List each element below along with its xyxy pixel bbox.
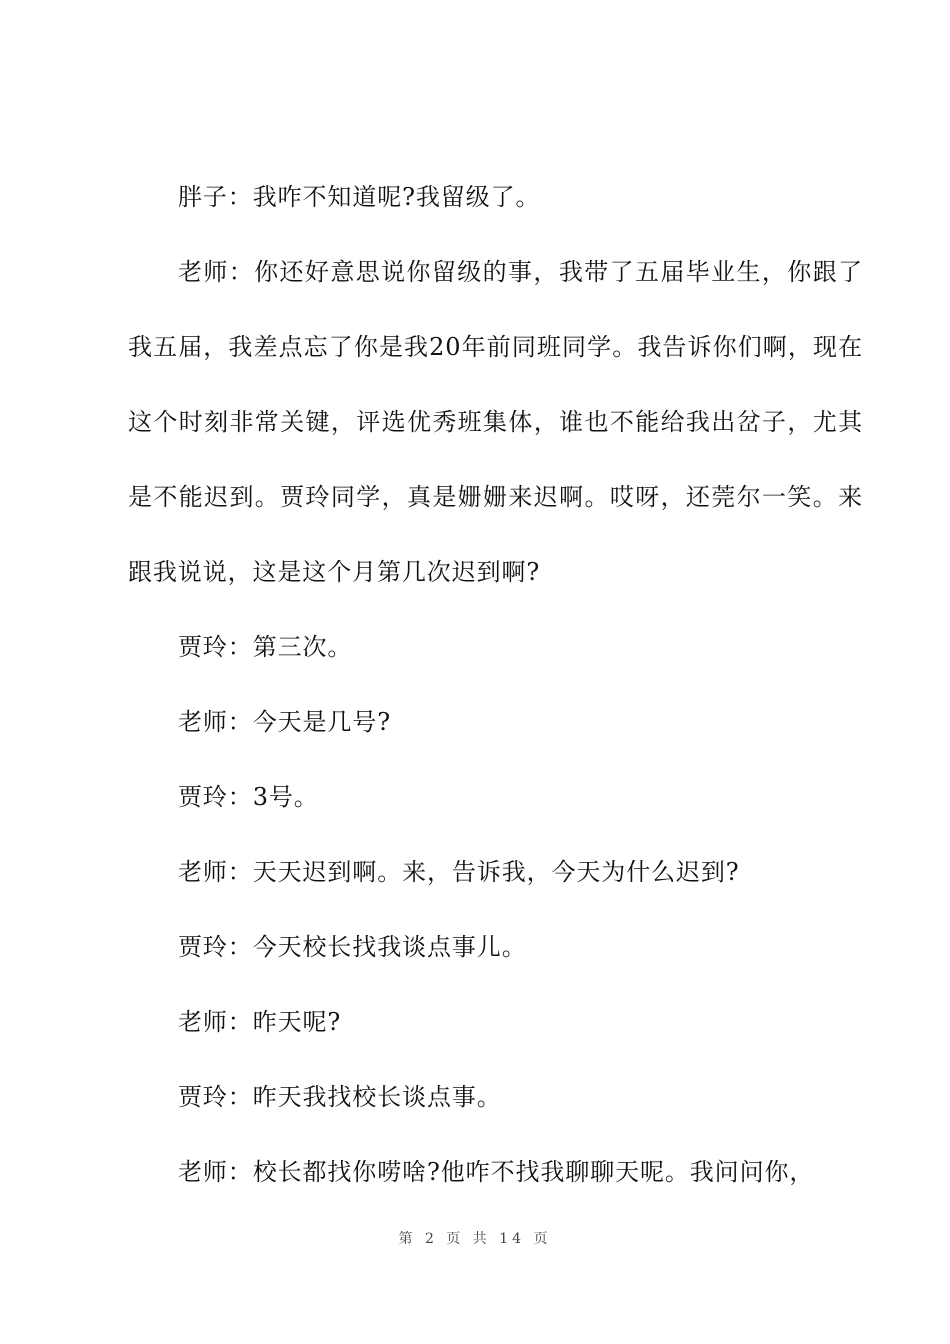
paragraph: 老师：今天是几号? <box>178 708 391 736</box>
paragraph: 老师：天天迟到啊。来，告诉我，今天为什么迟到? <box>178 858 740 886</box>
paragraph: 老师：你还好意思说你留级的事，我带了五届毕业生，你跟了我五届，我差点忘了你是我20年前同班同学。我告诉你们啊，现在这个时刻非常关键，评选优秀班集体，谁也不能给我出岔子，尤其是不能迟到。贾玲同学，真是姗姗来迟啊。哎呀，还莞尔一笑。来跟我说说，这是这个月第几次迟到啊? <box>128 258 863 586</box>
page-footer-number: 第 2 页 共 14 页 <box>398 1231 552 1247</box>
paragraph: 贾玲：第三次。 <box>178 633 353 661</box>
paragraph: 贾玲：3号。 <box>178 783 319 811</box>
paragraph: 胖子：我咋不知道呢?我留级了。 <box>178 183 541 211</box>
paragraph: 老师：校长都找你唠啥?他咋不找我聊聊天呢。我问问你， <box>178 1158 815 1186</box>
paragraph: 老师：昨天呢? <box>178 1008 342 1036</box>
paragraph: 贾玲：昨天我找校长谈点事。 <box>178 1083 502 1111</box>
document-body <box>128 160 863 1210</box>
paragraph: 贾玲：今天校长找我谈点事儿。 <box>178 933 527 961</box>
